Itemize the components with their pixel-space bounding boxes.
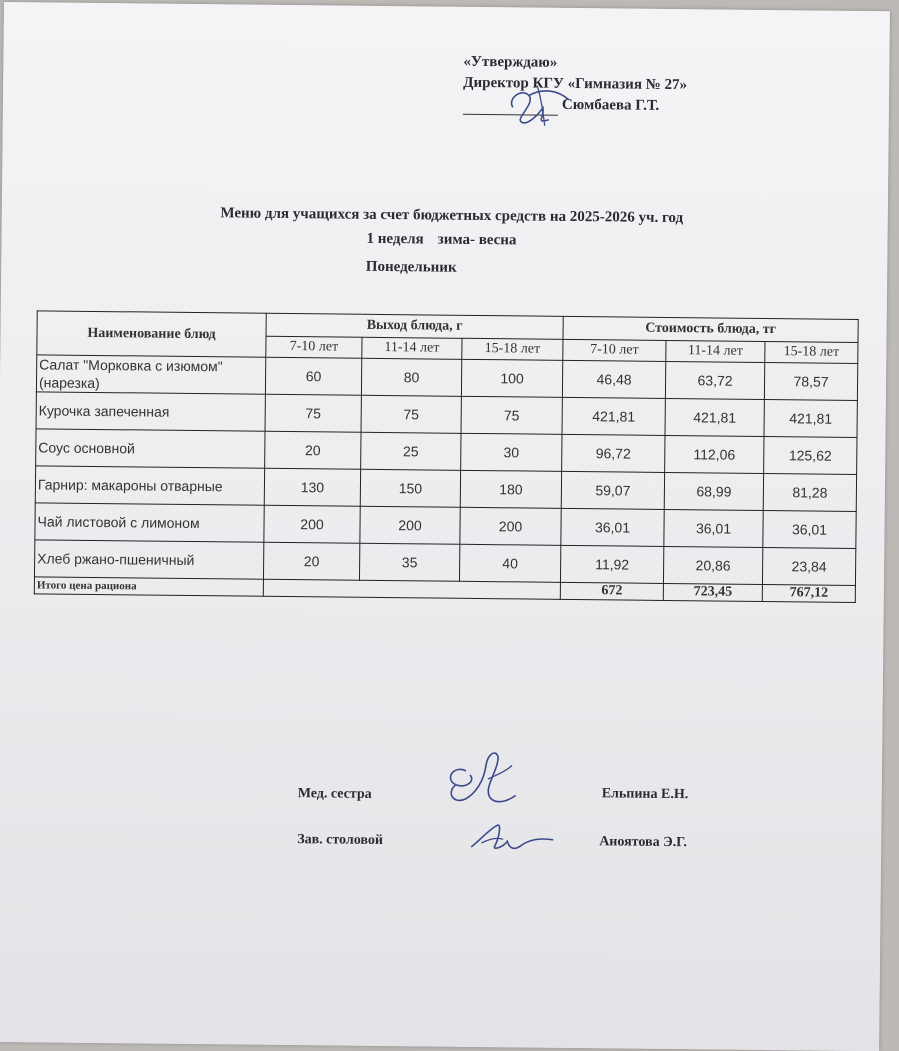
cost-cell: 20,86 [663,546,762,584]
nurse-role: Мед. сестра [297,786,372,802]
cost-cell: 23,84 [762,547,855,585]
cost-cell: 36,01 [763,510,856,548]
header-cost-15-18: 15-18 лет [765,341,858,363]
header-cost-7-10: 7-10 лет [563,339,666,361]
cost-cell: 46,48 [562,360,665,398]
day-label: Понедельник [365,258,457,276]
approval-position: Директор КГУ «Гимназия № 27» [463,74,688,94]
cost-cell: 421,81 [562,397,665,435]
header-dish-name: Наименование блюд [37,311,266,357]
weight-cell: 100 [461,359,562,397]
canteen-signature [463,817,559,858]
weight-cell: 75 [361,395,461,433]
cost-cell: 59,07 [561,471,664,509]
header-cost-11-14: 11-14 лет [666,340,765,362]
header-weight-group: Выход блюда, г [266,313,563,339]
weight-cell: 30 [461,433,562,471]
cost-cell: 112,06 [665,435,764,473]
nurse-signature [436,745,523,812]
weight-cell: 200 [360,506,460,544]
approval-title: «Утверждаю» [463,53,558,71]
week-label: 1 неделя [366,230,424,248]
canteen-role: Зав. столовой [297,832,384,849]
weight-cell: 180 [460,470,561,508]
menu-title: Меню для учащихся за счет бюджетных средств на 2025-2026 уч. год [220,205,684,227]
header-weight-15-18: 15-18 лет [462,338,563,360]
season-label: зима- весна [437,231,517,249]
total-cost-7-10: 672 [560,582,663,600]
menu-subtitle [0,227,892,253]
weight-cell: 40 [459,544,560,582]
canteen-name: Аноятова Э.Г. [599,834,688,851]
dish-name: Салат "Морковка с изюмом" (нарезка) [36,355,265,394]
dish-name: Курочка запеченная [36,392,265,431]
dish-name: Чай листовой с лимоном [35,503,264,542]
header-weight-7-10: 7-10 лет [266,336,362,358]
total-empty-cell [263,579,560,599]
approval-signatory: Сюмбаева Г.Т. [561,96,660,114]
weight-cell: 150 [360,469,460,507]
document-page [0,2,890,1051]
weight-cell: 35 [359,543,459,581]
header-cost-group: Стоимость блюда, тг [563,316,858,342]
cost-cell: 125,62 [764,436,857,474]
cost-cell: 78,57 [764,362,857,400]
weight-cell: 25 [361,432,461,470]
weight-cell: 200 [460,507,561,545]
director-signature [499,77,580,130]
cost-cell: 68,99 [664,472,763,510]
cost-cell: 96,72 [562,434,665,472]
dish-name: Соус основной [36,429,265,468]
weight-cell: 75 [265,394,361,432]
cost-cell: 63,72 [665,361,764,399]
weight-cell: 75 [461,396,562,434]
weight-cell: 130 [264,468,360,506]
total-cost-15-18: 767,12 [762,584,855,602]
cost-cell: 36,01 [664,509,763,547]
weight-cell: 20 [263,542,359,580]
nurse-name: Ельпина Е.Н. [601,786,689,803]
weight-cell: 80 [361,358,461,396]
total-cost-11-14: 723,45 [663,583,762,601]
dish-name: Хлеб ржано-пшеничный [34,540,263,579]
cost-cell: 421,81 [665,398,764,436]
header-weight-11-14: 11-14 лет [362,337,462,359]
cost-cell: 421,81 [764,399,857,437]
weight-cell: 20 [265,431,361,469]
cost-cell: 81,28 [763,473,856,511]
weight-cell: 200 [264,505,360,543]
cost-cell: 36,01 [561,508,664,546]
dish-name: Гарнир: макароны отварные [35,466,264,505]
cost-cell: 11,92 [560,545,663,583]
weight-cell: 60 [265,357,361,395]
total-label: Итого цена рациона [34,577,263,596]
menu-table [34,310,859,603]
